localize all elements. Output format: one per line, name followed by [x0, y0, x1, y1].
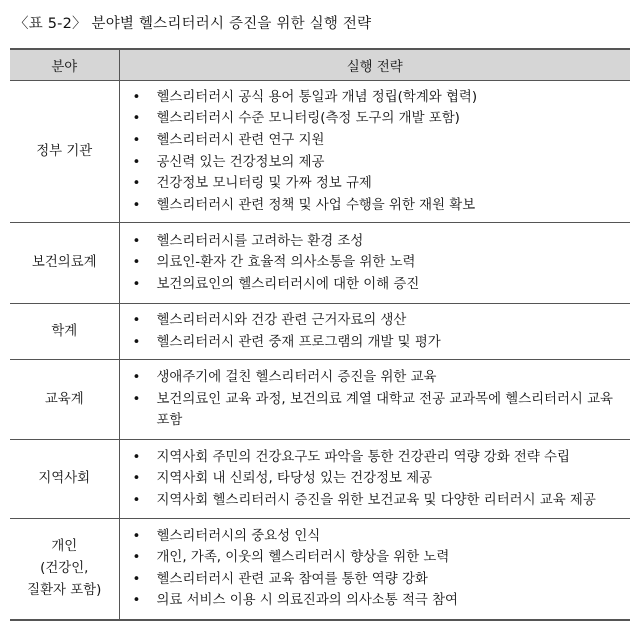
list-item	[133, 252, 631, 274]
bullet-icon: •	[132, 154, 141, 170]
bullet-icon: •	[132, 334, 141, 350]
list-item	[133, 310, 631, 332]
bullet-icon: •	[132, 276, 141, 292]
item-text: 헬스리터러시 관련 연구 지원	[156, 132, 325, 148]
bullet-icon: •	[132, 176, 141, 192]
bullet-icon: •	[132, 528, 141, 544]
item-text: 의료인-환자 간 효율적 의사소통을 위한 노력	[156, 255, 416, 271]
bullet-icon: •	[132, 550, 141, 566]
table-caption: 〈표 5-2〉 분야별 헬스리터러시 증진을 위한 실행 전략	[14, 16, 372, 32]
item-text: 헬스리터러시 공식 용어 통일과 개념 정립(학계와 협력)	[156, 89, 478, 105]
strategy-list	[120, 310, 631, 353]
bullet-icon: •	[132, 492, 141, 508]
bullet-icon: •	[132, 571, 141, 587]
list-item	[133, 231, 631, 253]
list-item	[133, 569, 631, 591]
item-text: 생애주기에 걸친 헬스리터러시 증진을 위한 교육	[156, 370, 437, 386]
item-text: 헬스리터러시 관련 교육 참여를 통한 역량 강화	[156, 571, 428, 587]
field-label: 개인 (건강인, 질환자 포함)	[27, 538, 102, 598]
strategy-cell	[119, 81, 630, 223]
item-text: 지역사회 주민의 건강요구도 파악을 통한 건강관리 역량 강화 전략 수립	[156, 449, 570, 465]
strategy-cell	[119, 519, 630, 620]
item-text: 헬스리터러시를 고려하는 환경 조성	[156, 233, 364, 249]
field-cell: 교육계	[10, 360, 119, 440]
bullet-icon: •	[132, 255, 141, 271]
item-text: 헬스리터러시 관련 중재 프로그램의 개발 및 평가	[156, 334, 441, 350]
strategy-list	[120, 526, 631, 612]
field-cell: 정부 기관	[10, 81, 119, 223]
bullet-icon: •	[132, 312, 141, 328]
list-item	[133, 274, 631, 296]
strategy-list	[120, 231, 631, 296]
list-item	[133, 130, 631, 152]
bullet-icon: •	[132, 233, 141, 249]
bullet-icon: •	[132, 391, 141, 407]
bullet-icon: •	[132, 89, 141, 105]
table-row	[10, 81, 630, 223]
list-item	[133, 447, 631, 469]
item-text: 의료 서비스 이용 시 의료진과의 의사소통 적극 참여	[156, 593, 458, 609]
field-cell: 학계	[10, 304, 119, 360]
bullet-icon: •	[132, 370, 141, 386]
table-row	[10, 304, 630, 360]
field-cell	[10, 519, 119, 620]
list-item	[133, 87, 631, 109]
item-text: 건강정보 모니터링 및 가짜 정보 규제	[156, 176, 372, 192]
item-text: 보건의료인의 헬스리터러시에 대한 이해 증진	[156, 276, 420, 292]
list-item	[133, 468, 631, 490]
strategy-cell	[119, 440, 630, 519]
list-item	[133, 547, 631, 569]
header-strategy: 실행 전략	[119, 49, 630, 81]
item-text: 보건의료인 교육 과정, 보건의료 계열 대학교 전공 교과목에 헬스리터러시 교육 포함	[156, 391, 613, 429]
item-text: 헬스리터러시의 중요성 인식	[156, 528, 321, 544]
field-cell: 지역사회	[10, 440, 119, 519]
item-text: 개인, 가족, 이웃의 헬스리터러시 향상을 위한 노력	[156, 550, 450, 566]
table-row	[10, 519, 630, 620]
list-item	[133, 173, 631, 195]
strategy-cell	[119, 304, 630, 360]
field-cell: 보건의료계	[10, 223, 119, 304]
strategy-list	[120, 87, 631, 217]
bullet-icon: •	[132, 111, 141, 127]
list-item	[133, 108, 631, 130]
table-row	[10, 223, 630, 304]
strategy-cell	[119, 360, 630, 440]
list-item	[133, 526, 631, 548]
item-text: 공신력 있는 건강정보의 제공	[156, 154, 325, 170]
table-row	[10, 360, 630, 440]
list-item	[133, 490, 631, 512]
list-item	[133, 195, 631, 217]
bullet-icon: •	[132, 593, 141, 609]
item-text: 헬스리터러시 수준 모니터링(측정 도구의 개발 포함)	[156, 111, 460, 127]
item-text: 헬스리터러시와 건강 관련 근거자료의 생산	[156, 312, 407, 328]
list-item	[133, 389, 631, 432]
list-item	[133, 590, 631, 612]
bullet-icon: •	[132, 449, 141, 465]
list-item	[133, 367, 631, 389]
header-field: 분야	[10, 49, 119, 81]
table-header-row	[10, 49, 630, 81]
strategy-list	[120, 367, 631, 432]
item-text: 지역사회 헬스리터러시 증진을 위한 보건교육 및 다양한 리터러시 교육 제공	[156, 492, 596, 508]
item-text: 헬스리터러시 관련 정책 및 사업 수행을 위한 재원 확보	[156, 197, 476, 213]
table-row	[10, 440, 630, 519]
list-item	[133, 332, 631, 354]
bullet-icon: •	[132, 197, 141, 213]
strategy-list	[120, 447, 631, 512]
strategy-cell	[119, 223, 630, 304]
bullet-icon: •	[132, 471, 141, 487]
strategy-table	[10, 48, 630, 621]
list-item	[133, 152, 631, 174]
bullet-icon: •	[132, 132, 141, 148]
item-text: 지역사회 내 신뢰성, 타당성 있는 건강정보 제공	[156, 471, 433, 487]
